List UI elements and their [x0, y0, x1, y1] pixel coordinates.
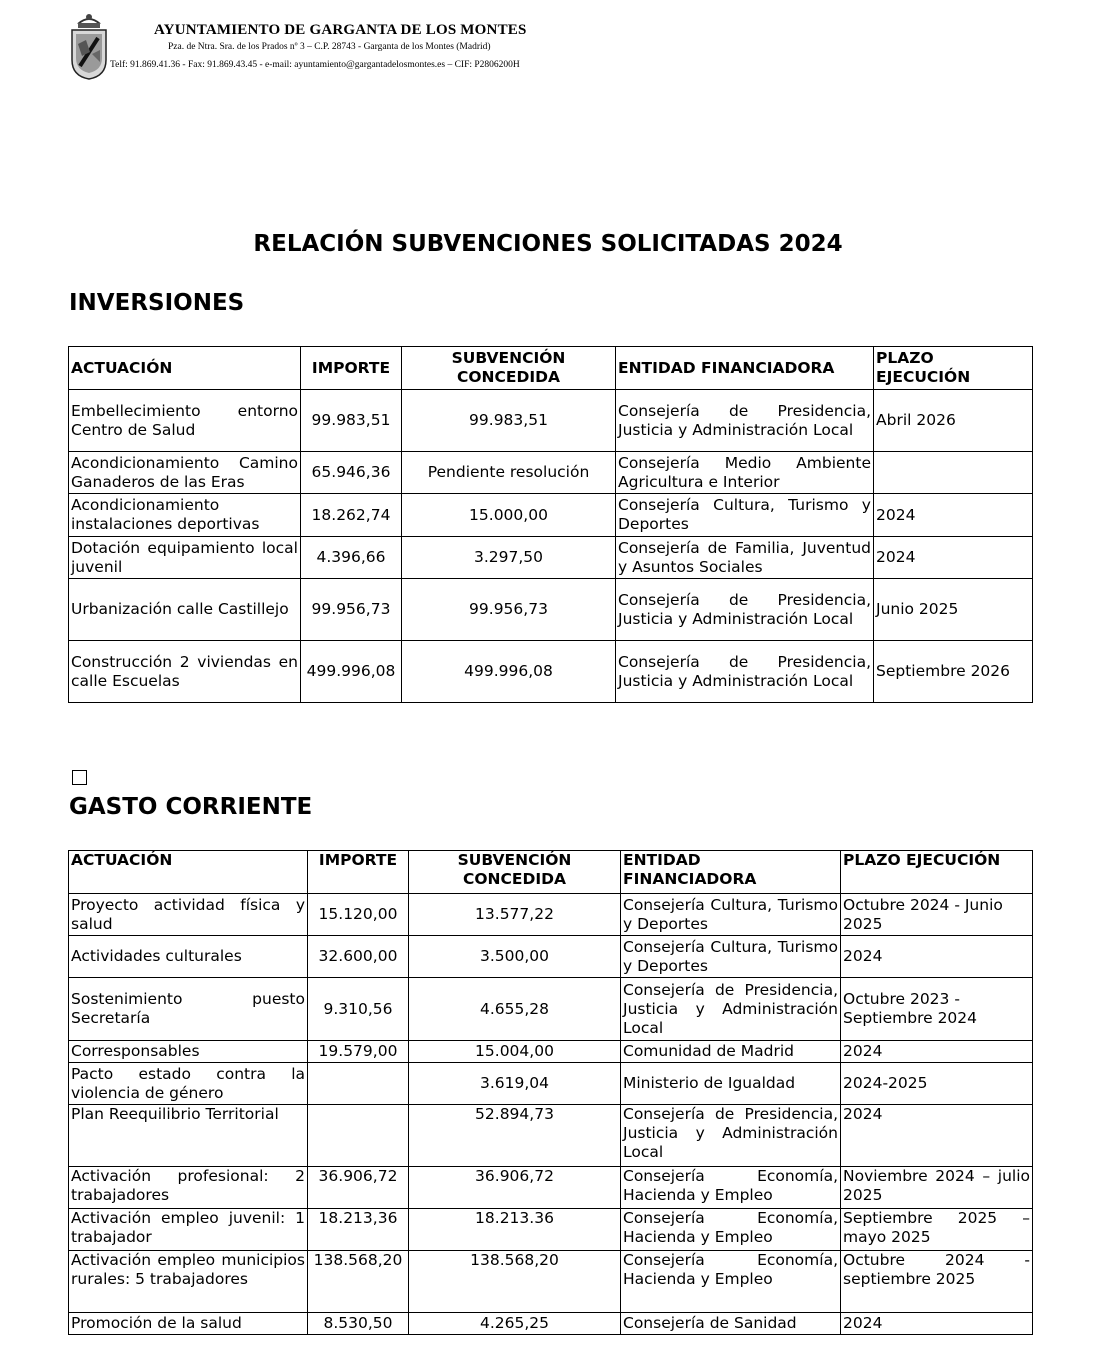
header-entidad: ENTIDAD FINANCIADORA	[616, 347, 874, 390]
cell-subvencion: 99.983,51	[402, 390, 616, 452]
header-subvencion: SUBVENCIÓN CONCEDIDA	[409, 851, 621, 894]
table-header-row	[69, 851, 1033, 894]
cell-plazo: 2024	[874, 537, 1033, 579]
cell-plazo: Abril 2026	[874, 390, 1033, 452]
cell-actuacion: Actividades culturales	[69, 936, 308, 978]
cell-entidad: Consejería de Sanidad	[621, 1313, 841, 1335]
cell-subvencion: 4.265,25	[409, 1313, 621, 1335]
cell-actuacion: Dotación equipamiento local juvenil	[69, 537, 301, 579]
municipality-contact: Telf: 91.869.41.36 - Fax: 91.869.43.45 - e-mail: ayuntamiento@gargantadelosmontes.es – CIF: P2806200H	[110, 60, 520, 70]
cell-entidad: Consejería de Presidencia, Justicia y Administración Local	[616, 641, 874, 703]
header-plazo: PLAZO EJECUCIÓN	[874, 347, 1033, 390]
cell-actuacion: Pacto estado contra la violencia de género	[69, 1063, 308, 1105]
header-importe: IMPORTE	[308, 851, 409, 894]
table-row	[69, 1063, 1033, 1105]
cell-entidad: Consejería de Presidencia, Justicia y Administración Local	[616, 390, 874, 452]
gasto-corriente-table	[68, 850, 1033, 1335]
inversiones-table	[68, 346, 1033, 703]
cell-entidad: Consejería de Familia, Juventud y Asuntos Sociales	[616, 537, 874, 579]
table-row	[69, 494, 1033, 537]
cell-subvencion: 3.619,04	[409, 1063, 621, 1105]
cell-plazo: 2024	[841, 936, 1033, 978]
header-actuacion: ACTUACIÓN	[69, 347, 301, 390]
cell-entidad: Consejería de Presidencia, Justicia y Administración Local	[621, 978, 841, 1041]
cell-actuacion: Urbanización calle Castillejo	[69, 579, 301, 641]
cell-importe	[308, 1105, 409, 1167]
table-row	[69, 1313, 1033, 1335]
cell-actuacion: Proyecto actividad física y salud	[69, 894, 308, 936]
cell-entidad: Consejería Cultura, Turismo y Deportes	[616, 494, 874, 537]
cell-plazo: 2024	[874, 494, 1033, 537]
cell-importe: 138.568,20	[308, 1251, 409, 1313]
cell-importe: 4.396,66	[301, 537, 402, 579]
cell-actuacion: Acondicionamiento Camino Ganaderos de las Eras	[69, 452, 301, 494]
table-row	[69, 452, 1033, 494]
cell-actuacion: Plan Reequilibrio Territorial	[69, 1105, 308, 1167]
municipality-name: AYUNTAMIENTO DE GARGANTA DE LOS MONTES	[154, 22, 527, 38]
cell-actuacion: Construcción 2 viviendas en calle Escuelas	[69, 641, 301, 703]
table-row	[69, 1209, 1033, 1251]
cell-plazo: 2024	[841, 1041, 1033, 1063]
cell-plazo: Septiembre 2026	[874, 641, 1033, 703]
cell-entidad: Consejería de Presidencia, Justicia y Administración Local	[616, 579, 874, 641]
cell-actuacion: Embellecimiento entorno Centro de Salud	[69, 390, 301, 452]
cell-subvencion: 15.000,00	[402, 494, 616, 537]
cell-entidad: Consejería Economía, Hacienda y Empleo	[621, 1251, 841, 1313]
cell-actuacion: Promoción de la salud	[69, 1313, 308, 1335]
table-row	[69, 579, 1033, 641]
cell-subvencion: 13.577,22	[409, 894, 621, 936]
cell-subvencion: 52.894,73	[409, 1105, 621, 1167]
cell-subvencion: 99.956,73	[402, 579, 616, 641]
cell-subvencion: 15.004,00	[409, 1041, 621, 1063]
cell-plazo: Noviembre 2024 – julio 2025	[841, 1167, 1033, 1209]
table-header-row	[69, 347, 1033, 390]
table-row	[69, 1041, 1033, 1063]
cell-actuacion: Sostenimiento puesto Secretaría	[69, 978, 308, 1041]
cell-subvencion: 499.996,08	[402, 641, 616, 703]
cell-entidad: Consejería de Presidencia, Justicia y Administración Local	[621, 1105, 841, 1167]
cell-entidad: Consejería Cultura, Turismo y Deportes	[621, 936, 841, 978]
cell-subvencion: 3.500,00	[409, 936, 621, 978]
cell-plazo	[874, 452, 1033, 494]
cell-plazo: 2024	[841, 1105, 1033, 1167]
cell-entidad: Ministerio de Igualdad	[621, 1063, 841, 1105]
cell-importe: 99.983,51	[301, 390, 402, 452]
cell-plazo: Octubre 2024 - septiembre 2025	[841, 1251, 1033, 1313]
cell-subvencion: 36.906,72	[409, 1167, 621, 1209]
table-row	[69, 1105, 1033, 1167]
cell-actuacion: Activación empleo municipios rurales: 5 trabajadores	[69, 1251, 308, 1313]
cell-importe: 18.262,74	[301, 494, 402, 537]
cell-plazo: Junio 2025	[874, 579, 1033, 641]
cell-importe: 15.120,00	[308, 894, 409, 936]
cell-importe: 99.956,73	[301, 579, 402, 641]
cell-entidad: Comunidad de Madrid	[621, 1041, 841, 1063]
cell-entidad: Consejería Cultura, Turismo y Deportes	[621, 894, 841, 936]
cell-importe: 499.996,08	[301, 641, 402, 703]
header-entidad: ENTIDAD FINANCIADORA	[621, 851, 841, 894]
inversiones-heading: INVERSIONES	[69, 290, 245, 316]
cell-plazo: Octubre 2023 - Septiembre 2024	[841, 978, 1033, 1041]
cell-importe: 8.530,50	[308, 1313, 409, 1335]
cell-importe: 32.600,00	[308, 936, 409, 978]
document-title: RELACIÓN SUBVENCIONES SOLICITADAS 2024	[253, 231, 843, 257]
table-row	[69, 1167, 1033, 1209]
table-row	[69, 978, 1033, 1041]
cell-subvencion: 3.297,50	[402, 537, 616, 579]
cell-importe: 18.213,36	[308, 1209, 409, 1251]
cell-actuacion: Activación profesional: 2 trabajadores	[69, 1167, 308, 1209]
cell-importe: 19.579,00	[308, 1041, 409, 1063]
header-importe: IMPORTE	[301, 347, 402, 390]
cell-actuacion: Activación empleo juvenil: 1 trabajador	[69, 1209, 308, 1251]
cell-importe: 65.946,36	[301, 452, 402, 494]
cell-actuacion: Corresponsables	[69, 1041, 308, 1063]
cell-plazo: Septiembre 2025 – mayo 2025	[841, 1209, 1033, 1251]
cell-importe	[308, 1063, 409, 1105]
cell-entidad: Consejería Economía, Hacienda y Empleo	[621, 1167, 841, 1209]
coat-of-arms-icon	[68, 10, 110, 80]
cell-importe: 36.906,72	[308, 1167, 409, 1209]
cell-subvencion: 138.568,20	[409, 1251, 621, 1313]
header-plazo: PLAZO EJECUCIÓN	[841, 851, 1033, 894]
table-row	[69, 1251, 1033, 1313]
header-actuacion: ACTUACIÓN	[69, 851, 308, 894]
header-subvencion: SUBVENCIÓN CONCEDIDA	[402, 347, 616, 390]
cell-subvencion: Pendiente resolución	[402, 452, 616, 494]
table-row	[69, 936, 1033, 978]
cell-actuacion: Acondicionamiento instalaciones deportivas	[69, 494, 301, 537]
cell-subvencion: 18.213.36	[409, 1209, 621, 1251]
cell-entidad: Consejería Medio Ambiente Agricultura e Interior	[616, 452, 874, 494]
table-row	[69, 537, 1033, 579]
cell-plazo: 2024-2025	[841, 1063, 1033, 1105]
letterhead	[66, 10, 686, 84]
cell-subvencion: 4.655,28	[409, 978, 621, 1041]
gasto-corriente-heading: GASTO CORRIENTE	[69, 794, 313, 820]
table-row	[69, 894, 1033, 936]
cell-entidad: Consejería Economía, Hacienda y Empleo	[621, 1209, 841, 1251]
table-row	[69, 390, 1033, 452]
cell-plazo: 2024	[841, 1313, 1033, 1335]
municipality-address: Pza. de Ntra. Sra. de los Prados nº 3 – C.P. 28743 - Garganta de los Montes (Madrid)	[168, 42, 491, 52]
cell-plazo: Octubre 2024 - Junio 2025	[841, 894, 1033, 936]
checkbox-icon	[72, 770, 87, 785]
cell-importe: 9.310,56	[308, 978, 409, 1041]
table-row	[69, 641, 1033, 703]
